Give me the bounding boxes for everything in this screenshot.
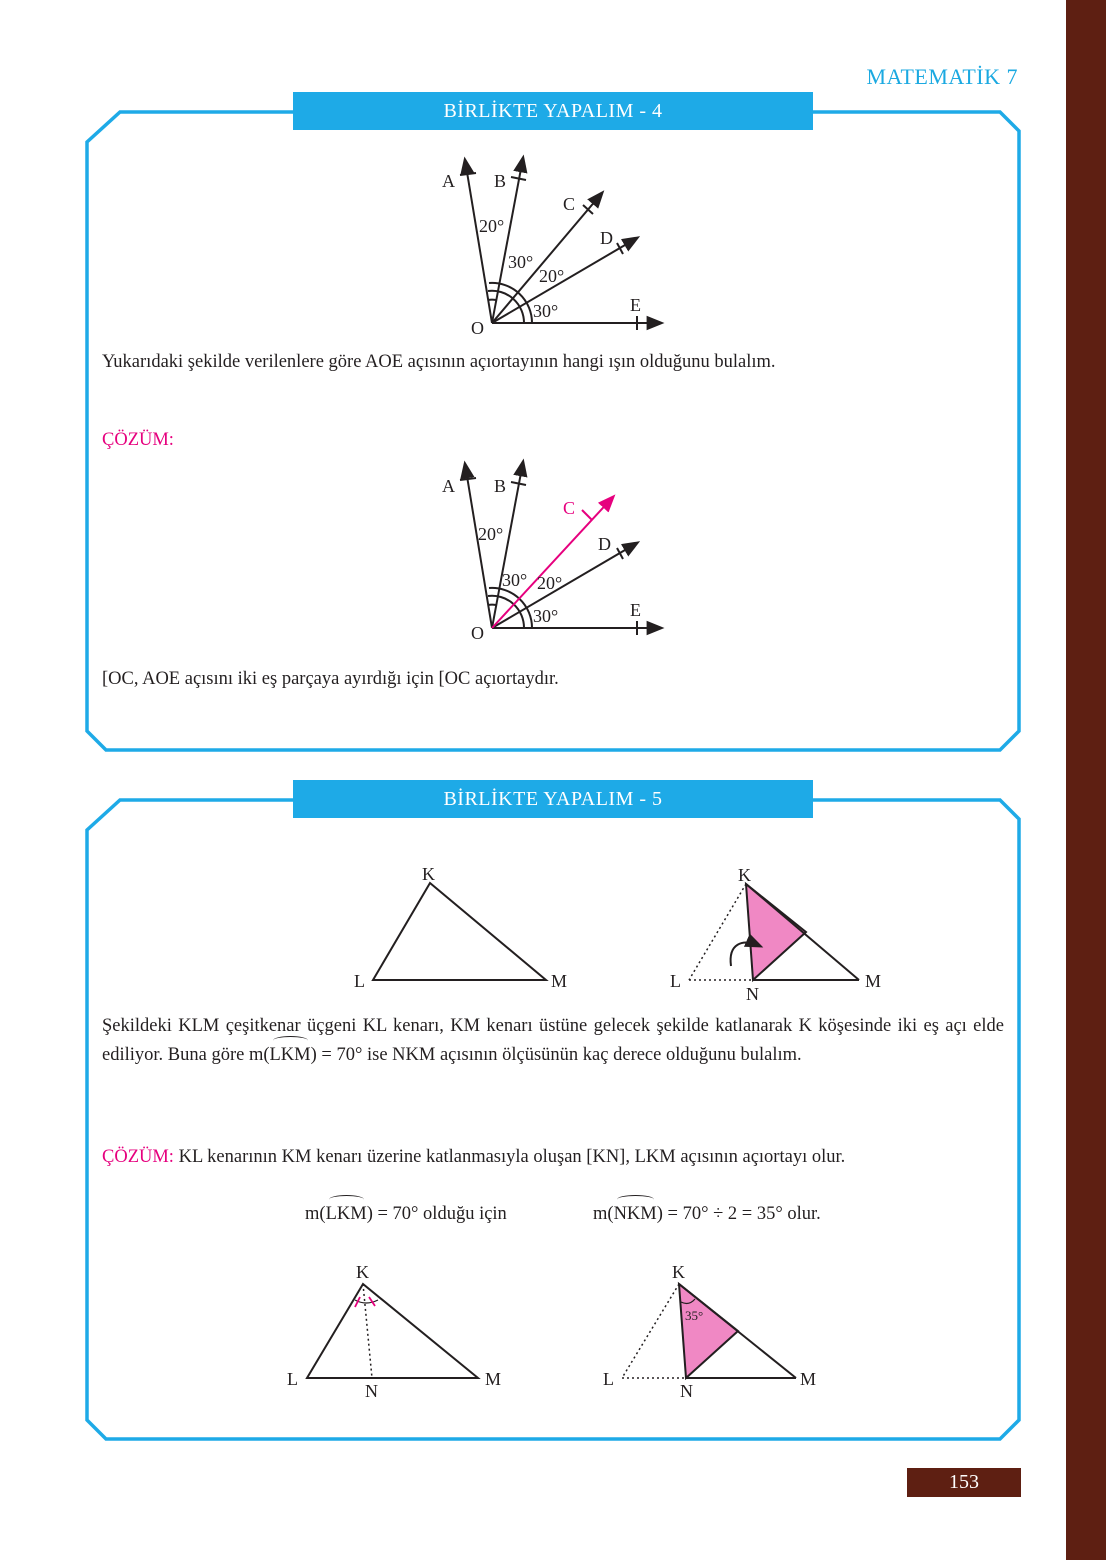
angle-AOB: 20°: [479, 216, 505, 236]
section4-answer: [OC, AOE açısını iki eş parçaya ayırdığı için [OC açıortaydır.: [102, 669, 559, 689]
svg-text:C: C: [563, 498, 576, 518]
svg-text:L: L: [354, 971, 365, 991]
svg-text:L: L: [670, 971, 681, 991]
svg-text:N: N: [746, 984, 759, 1004]
section5-banner: BİRLİKTE YAPALIM - 5: [293, 780, 813, 818]
page-number: 153: [907, 1468, 1021, 1497]
svg-text:K: K: [672, 1262, 685, 1282]
svg-text:A: A: [442, 476, 455, 496]
svg-text:D: D: [598, 534, 611, 554]
section4-question: Yukarıdaki şekilde verilenlere göre AOE açısının açıortayının hangi ışın olduğunu bulalım.: [102, 352, 776, 372]
label-E: E: [630, 295, 641, 315]
svg-text:K: K: [422, 864, 435, 884]
svg-text:L: L: [287, 1369, 298, 1389]
svg-text:M: M: [800, 1369, 817, 1389]
label-D: D: [600, 228, 613, 248]
section5-solution-label: ÇÖZÜM:: [102, 1147, 174, 1167]
svg-text:K: K: [356, 1262, 369, 1282]
svg-text:K: K: [738, 865, 751, 885]
svg-text:E: E: [630, 600, 641, 620]
svg-text:20°: 20°: [537, 573, 563, 593]
svg-text:30°: 30°: [502, 570, 528, 590]
angle-DOE: 30°: [533, 301, 559, 321]
formula-2: m(NKM) = 70° ÷ 2 = 35° olur.: [593, 1200, 953, 1229]
svg-text:O: O: [471, 623, 484, 643]
svg-text:N: N: [680, 1381, 693, 1401]
label-C: C: [563, 194, 576, 214]
formula-1: m(LKM) = 70° olduğu için: [305, 1200, 605, 1229]
svg-text:N: N: [365, 1381, 378, 1401]
svg-text:M: M: [551, 971, 568, 991]
section5-solution: ÇÖZÜM: KL kenarının KM kenarı üzerine katlanmasıyla oluşan [KN], LKM açısının açıortayı olur.: [102, 1147, 846, 1167]
angle-COD: 20°: [539, 266, 565, 286]
svg-text:B: B: [494, 476, 507, 496]
svg-text:20°: 20°: [478, 524, 504, 544]
svg-text:M: M: [485, 1369, 502, 1389]
svg-text:M: M: [865, 971, 882, 991]
svg-text:L: L: [603, 1369, 614, 1389]
section4-solution-label: ÇÖZÜM:: [102, 430, 174, 450]
section4-banner: BİRLİKTE YAPALIM - 4: [293, 92, 813, 130]
angle-35-label: 35°: [685, 1308, 704, 1323]
label-A: A: [442, 171, 455, 191]
side-bar: [1066, 0, 1106, 1560]
angle-BOC: 30°: [508, 252, 534, 272]
svg-text:30°: 30°: [533, 606, 559, 626]
label-B: B: [494, 171, 507, 191]
header-title: MATEMATİK 7: [866, 64, 1018, 89]
label-O: O: [471, 318, 484, 338]
section5-question: Şekildeki KLM çeşitkenar üçgeni KL kenarı, KM kenarı üstüne gelecek şekilde katlanarak K köşesinde iki eş açı elde ediliyor. Buna göre m(LKM) = 70° ise NKM açısının ölçüsünün kaç derece olduğunu bulalım.: [102, 1012, 1004, 1070]
